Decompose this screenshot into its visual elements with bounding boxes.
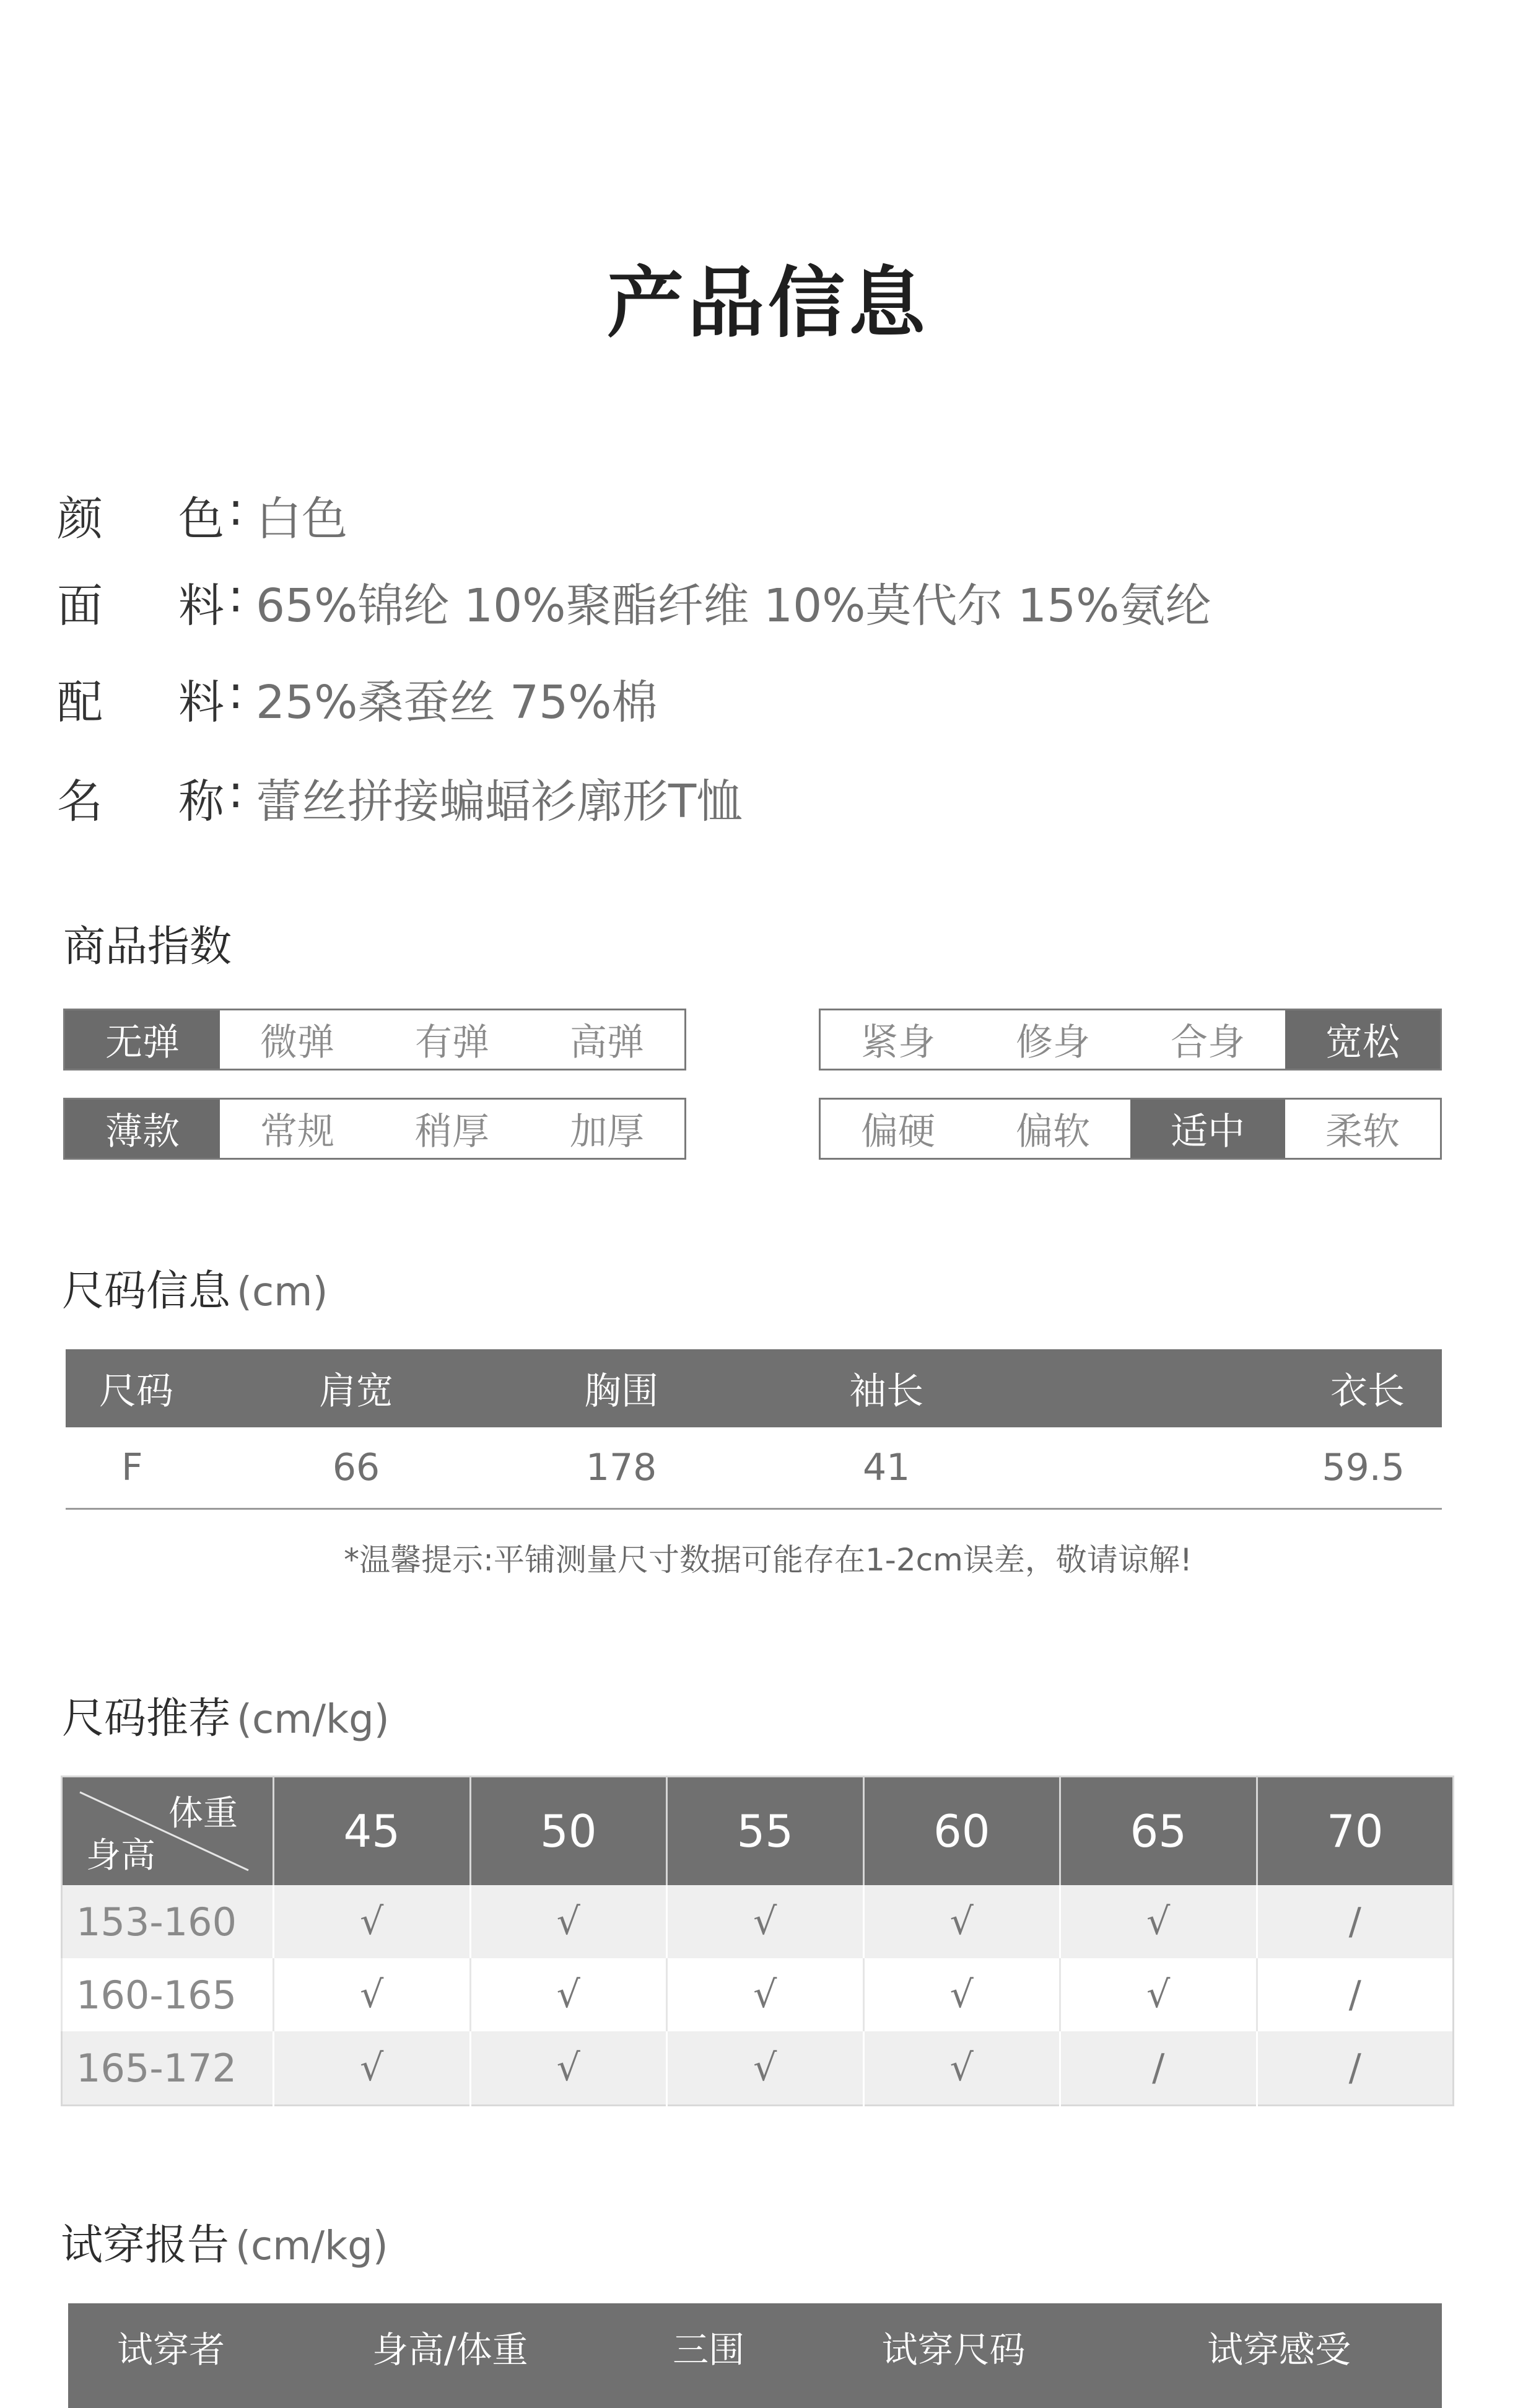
index-option: 修身 [1016, 1021, 1090, 1064]
column-header: 试穿感受 [1116, 2303, 1442, 2408]
weight-header: 70 [1257, 1777, 1454, 1886]
fit-mark: √ [1060, 1958, 1257, 2031]
fit-mark: / [1257, 1885, 1454, 1958]
column-header: 尺码 [66, 1349, 224, 1427]
table-cell: 66 [224, 1427, 489, 1509]
info-value-color: 白色 [256, 493, 347, 546]
try-on-report-table [68, 2303, 1442, 2408]
fit-mark: √ [274, 1958, 471, 2031]
fit-mark: √ [667, 2031, 864, 2106]
index-option: 常规 [260, 1110, 334, 1154]
fit-mark: √ [863, 1885, 1060, 1958]
column-header: 衣长 [1019, 1349, 1442, 1427]
index-option: 有弹 [415, 1021, 489, 1064]
fit-mark: / [1257, 1958, 1454, 2031]
column-header: 肩宽 [224, 1349, 489, 1427]
table-row [62, 1958, 1454, 2031]
size-recommendation-table [61, 1775, 1454, 2106]
index-option: 无弹 [65, 1010, 220, 1069]
fit-mark: √ [470, 1885, 667, 1958]
fit-mark: √ [667, 1958, 864, 2031]
fit-mark: √ [470, 2031, 667, 2106]
index-option: 合身 [1171, 1021, 1245, 1064]
index-option: 高弹 [570, 1021, 644, 1064]
fit-mark: √ [863, 2031, 1060, 2106]
fit-mark: / [1060, 2031, 1257, 2106]
section-title-size-info: 尺码信息 (cm) [62, 1267, 328, 1316]
fit-mark: / [1257, 2031, 1454, 2106]
column-header: 袖长 [754, 1349, 1019, 1427]
fit-mark: √ [274, 2031, 471, 2106]
section-title-try-on-report: 试穿报告 (cm/kg) [61, 2221, 388, 2270]
index-option: 紧身 [861, 1021, 935, 1064]
index-group-thickness [63, 1098, 686, 1160]
corner-header [62, 1777, 274, 1886]
info-row-fabric [57, 565, 1211, 639]
fit-mark: √ [667, 1885, 864, 1958]
index-option: 稍厚 [415, 1110, 489, 1154]
info-row-color [57, 478, 347, 553]
info-row-lining [57, 662, 657, 736]
section-title-index: 商品指数 [63, 922, 232, 971]
fit-mark: √ [863, 1958, 1060, 2031]
info-label: 面 料 : [57, 569, 243, 633]
column-header: 试穿者 [68, 2303, 274, 2408]
fit-mark: √ [274, 1885, 471, 1958]
index-option: 适中 [1130, 1100, 1285, 1158]
info-value-name: 蕾丝拼接蝙蝠衫廓形T恤 [256, 775, 743, 828]
info-row-name [57, 761, 742, 835]
height-range: 160-165 [62, 1958, 274, 2031]
height-range: 165-172 [62, 2031, 274, 2106]
weight-header: 50 [470, 1777, 667, 1886]
weight-header: 60 [863, 1777, 1060, 1886]
index-option: 宽松 [1285, 1010, 1440, 1069]
weight-header: 45 [274, 1777, 471, 1886]
table-cell: 178 [489, 1427, 754, 1509]
table-cell: F [66, 1427, 224, 1509]
table-header-row [66, 1349, 1442, 1427]
index-group-fit [819, 1009, 1442, 1070]
index-option: 加厚 [570, 1110, 644, 1154]
table-row [62, 2031, 1454, 2106]
index-option: 微弹 [260, 1021, 334, 1064]
index-group-softness [819, 1098, 1442, 1160]
fit-mark: √ [1060, 1885, 1257, 1958]
height-range: 153-160 [62, 1885, 274, 1958]
column-header: 身高/体重 [274, 2303, 627, 2408]
index-option: 偏软 [1016, 1110, 1090, 1154]
column-header: 试穿尺码 [791, 2303, 1117, 2408]
weight-header: 55 [667, 1777, 864, 1886]
info-value-lining: 25%桑蚕丝 75%棉 [256, 676, 658, 729]
index-option: 偏硬 [861, 1110, 935, 1154]
table-header-row [68, 2303, 1442, 2408]
table-row [62, 1885, 1454, 1958]
info-value-fabric: 65%锦纶 10%聚酯纤维 10%莫代尔 15%氨纶 [256, 579, 1211, 633]
table-cell: 41 [754, 1427, 1019, 1509]
table-row [66, 1427, 1442, 1509]
table-header-row [62, 1777, 1454, 1886]
section-title-size-recommendation: 尺码推荐 (cm/kg) [62, 1694, 390, 1743]
info-label: 名 称 : [57, 765, 243, 828]
index-option: 柔软 [1325, 1110, 1400, 1154]
column-header: 胸围 [489, 1349, 754, 1427]
measurement-note: *温馨提示:平铺测量尺寸数据可能存在1-2cm误差，敬请谅解! [344, 1542, 1192, 1578]
size-info-table [66, 1349, 1442, 1510]
index-option: 薄款 [65, 1100, 220, 1158]
info-label: 配 料 : [57, 666, 243, 729]
weight-header: 65 [1060, 1777, 1257, 1886]
page-title: 产品信息 [606, 259, 929, 348]
fit-mark: √ [470, 1958, 667, 2031]
index-group-elasticity [63, 1009, 686, 1070]
table-cell: 59.5 [1019, 1427, 1442, 1509]
column-header: 三围 [627, 2303, 791, 2408]
corner-height-label: 身高 [86, 1836, 155, 1876]
info-label: 颜 色 : [57, 483, 243, 546]
corner-weight-label: 体重 [168, 1793, 238, 1834]
